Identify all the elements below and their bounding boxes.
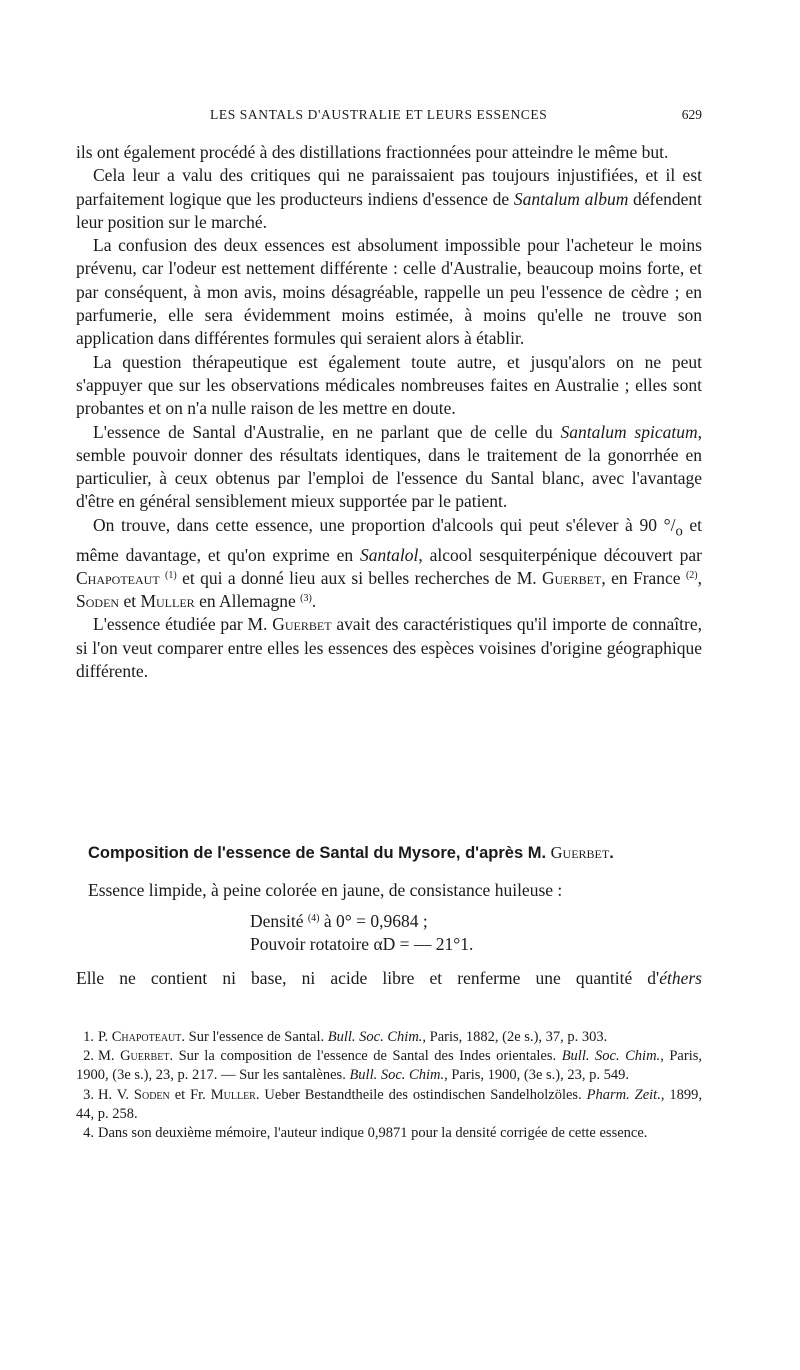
paragraph-1: ils ont également procédé à des distillations fractionnées pour atteindre le même but.: [76, 142, 669, 162]
continuation-line: Elle ne contient ni base, ni acide libre et renferme une quantité d'éthers: [76, 968, 702, 988]
author-name: Guerbet: [542, 567, 602, 588]
running-header: [76, 107, 702, 127]
author-name: Chapoteaut: [76, 567, 160, 588]
main-text: [76, 141, 702, 683]
section-title: Composition de l'essence de Santal du Mysore, d'après M. Guerbet.: [88, 843, 614, 862]
footnote-ref[interactable]: (2): [685, 569, 698, 581]
footnote-3: 3. H. V. Soden et Fr. Muller. Ueber Bestandtheile des ostindischen Sandelholzöles. Pharm. Zeit., 1899, 44, p. 258.: [76, 1086, 703, 1122]
footnotes: [76, 1028, 702, 1143]
rotation-line: Pouvoir rotatoire αD = — 21°1.: [250, 934, 474, 954]
footnote-ref[interactable]: (1): [165, 569, 177, 581]
paragraph-5: L'essence de Santal d'Australie, en ne parlant que de celle du Santalum spicatum, semble pouvoir donner des résultats identiques, dans le traitement de la gonorrhée en particulier, à ceux obtenus par l'emploi de l'essence du Santal blanc, avec l'avantage d'être en général sensiblement mieux supportée par le patient.: [76, 421, 702, 512]
footnote-4: 4. Dans son deuxième mémoire, l'auteur indique 0,9871 pour la densité corrigée de cette essence.: [83, 1125, 648, 1142]
footnote-2: 2. M. Guerbet. Sur la composition de l'essence de Santal des Indes orientales. Bull. Soc. Chim., Paris, 1900, (3e s.), 23, p. 217. — Sur les santalènes. Bull. Soc. Chim., Paris, 1900, (3e s.), 23, p. 549.: [76, 1048, 702, 1084]
paragraph-4: La question thérapeutique est également toute autre, et jusqu'alors on ne peut s'appuyer que sur les observations médicales nombreuses faites en Australie ; elles sont probantes et on n'a nulle raison de les mettre en doute.: [76, 351, 702, 419]
author-name: Muller: [140, 591, 195, 612]
species-name: Santalum album: [513, 188, 629, 209]
author-name: Soden: [76, 591, 120, 612]
density-line: Densité $^{(4)}$ à 0° = 0,9684 ;: [250, 911, 428, 931]
paragraph-2: Cela leur a valu des critiques qui ne paraissaient pas toujours injustifiées, et il est parfaitement logique que les producteurs indiens d'essence de Santalum album défendent leur position sur le marché.: [76, 165, 702, 232]
essence-description: Essence limpide, à peine colorée en jaune, de consistance huileuse :: [88, 880, 563, 900]
page-number: 629: [681, 107, 702, 122]
footnote-ref[interactable]: (4): [307, 913, 320, 924]
paragraph-6: On trouve, dans cette essence, une proportion d'alcools qui peut s'élever à 90 $^\circ/_o$ et même davantage, et qu'on exprime en Santalol, alcool sesquiterpénique découvert par Chapoteaut $^{(1)}$ et qui a donné lieu aux si belles recherches de M. Guerbet, en France $^{(2)}$, Soden et Muller en Allemagne $^{(3)}$.: [76, 514, 702, 612]
paragraph-3: La confusion des deux essences est absolument impossible pour l'acheteur le moins prévenu, car l'odeur est nettement différente : celle d'Australie, beaucoup moins forte, et par conséquent, à mon avis, moins désagréable, rappelle un peu l'essence de cèdre ; en parfumerie, elle sera évidemment moins estimée, à moins qu'elle ne trouve son application dans différentes formules qui seraient alors à établir.: [76, 235, 702, 349]
author-name: Guerbet: [272, 614, 332, 635]
species-name: Santalum spicatum: [560, 421, 698, 442]
footnote-ref[interactable]: (3): [300, 593, 312, 605]
footnote-1: 1. P. Chapoteaut. Sur l'essence de Santal. Bull. Soc. Chim., Paris, 1882, (2e s.), 37, p. 303.: [83, 1029, 608, 1045]
running-title: LES SANTALS D'AUSTRALIE ET LEURS ESSENCES: [210, 107, 548, 122]
property-values: [250, 910, 473, 956]
paragraph-7: L'essence étudiée par M. Guerbet avait des caractéristiques qu'il importe de connaître, si l'on veut comparer entre elles les essences des espèces voisines d'origine géographique différente.: [76, 614, 702, 682]
